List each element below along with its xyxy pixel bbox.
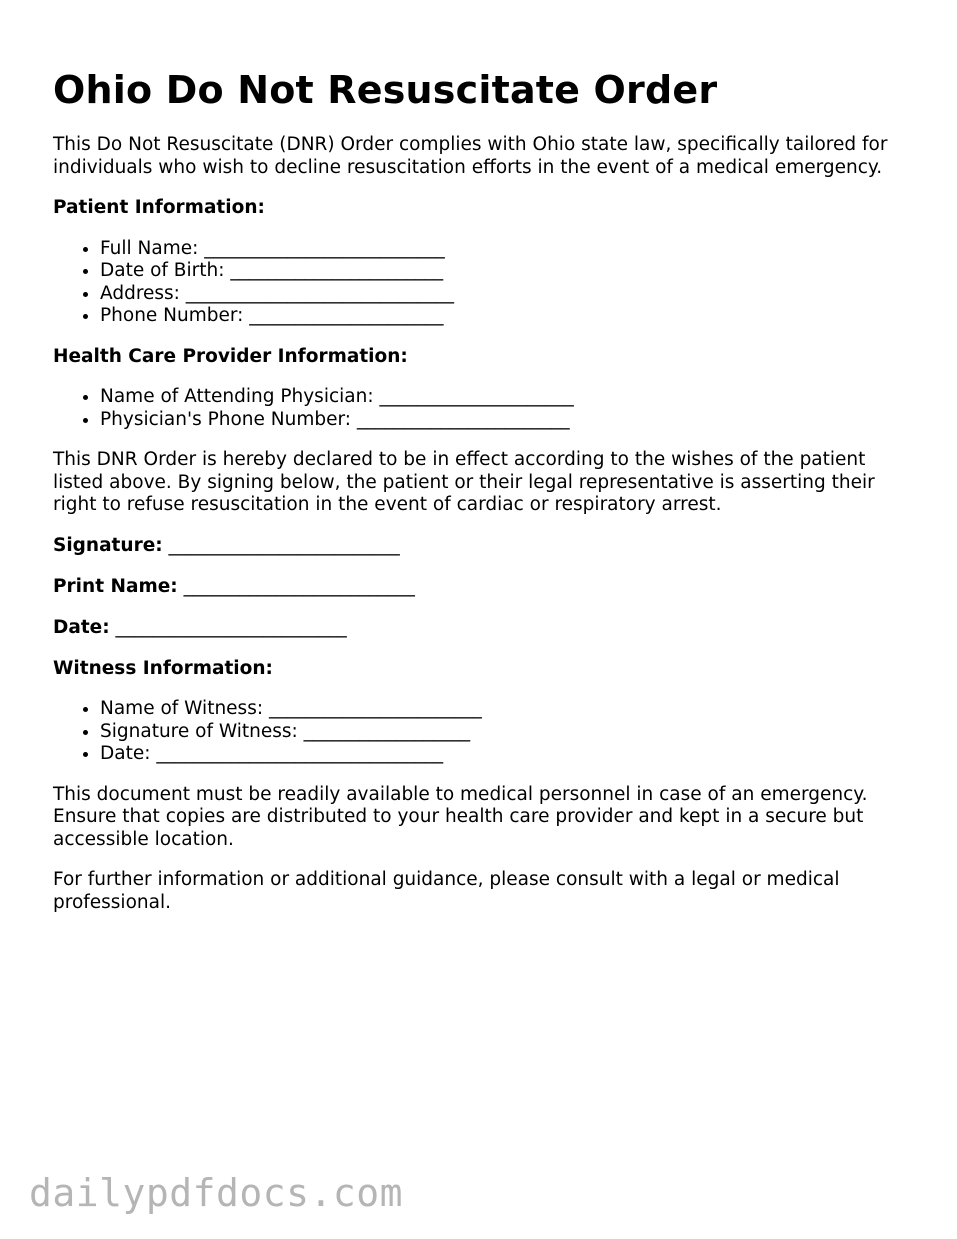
signature-field[interactable] xyxy=(53,535,913,558)
patient-phone-field[interactable]: • Phone Number: _____________________ xyxy=(100,305,913,328)
intro-paragraph: This Do Not Resuscitate (DNR) Order complies with Ohio state law, specifically tailored for individuals who wish to decline resuscitation efforts in the event of a medical emergency. xyxy=(53,134,888,178)
patient-dob-field[interactable]: • Date of Birth: _______________________ xyxy=(100,260,913,283)
patient-info-heading: Patient Information: xyxy=(53,197,265,218)
patient-info-list xyxy=(53,238,913,328)
signature-blank[interactable]: _________________________ xyxy=(168,534,400,556)
declaration-paragraph: This DNR Order is hereby declared to be in effect according to the wishes of the patient listed above. By signing below, the patient or their legal representative is asserting their right to refuse resuscitation in the event of cardiac or respiratory arrest. xyxy=(53,449,875,515)
physician-name-field[interactable]: • Name of Attending Physician: _____________________ xyxy=(100,386,913,409)
signature-label: Signature: xyxy=(53,534,163,556)
patient-full-name-field[interactable]: • Full Name: __________________________ xyxy=(100,238,913,261)
site-watermark: dailypdfdocs.com xyxy=(29,1171,404,1215)
print-name-field[interactable] xyxy=(53,576,913,599)
page-title: Ohio Do Not Resuscitate Order xyxy=(53,68,718,112)
document-page xyxy=(53,66,913,932)
provider-info-list xyxy=(53,386,913,431)
witness-signature-field[interactable]: • Signature of Witness: __________________ xyxy=(100,721,913,744)
witness-info-list xyxy=(53,698,913,766)
availability-paragraph: This document must be readily available to medical personnel in case of an emergency. Ensure that copies are distributed to your health care provider and kept in a secure but accessible location. xyxy=(53,783,868,850)
witness-info-heading: Witness Information: xyxy=(53,657,273,679)
print-name-label: Print Name: xyxy=(53,575,178,597)
print-name-blank[interactable]: _________________________ xyxy=(183,575,415,597)
further-info-paragraph: For further information or additional guidance, please consult with a legal or medical professional. xyxy=(53,869,840,913)
date-label: Date: xyxy=(53,616,110,638)
date-field[interactable] xyxy=(53,617,913,640)
date-blank[interactable]: _________________________ xyxy=(115,616,347,638)
physician-phone-field[interactable]: • Physician's Phone Number: _______________________ xyxy=(100,409,913,432)
patient-address-field[interactable]: • Address: _____________________________ xyxy=(100,283,913,306)
witness-name-field[interactable]: • Name of Witness: _______________________ xyxy=(100,698,913,721)
witness-date-field[interactable]: • Date: _______________________________ xyxy=(100,743,913,766)
provider-info-heading: Health Care Provider Information: xyxy=(53,345,408,367)
